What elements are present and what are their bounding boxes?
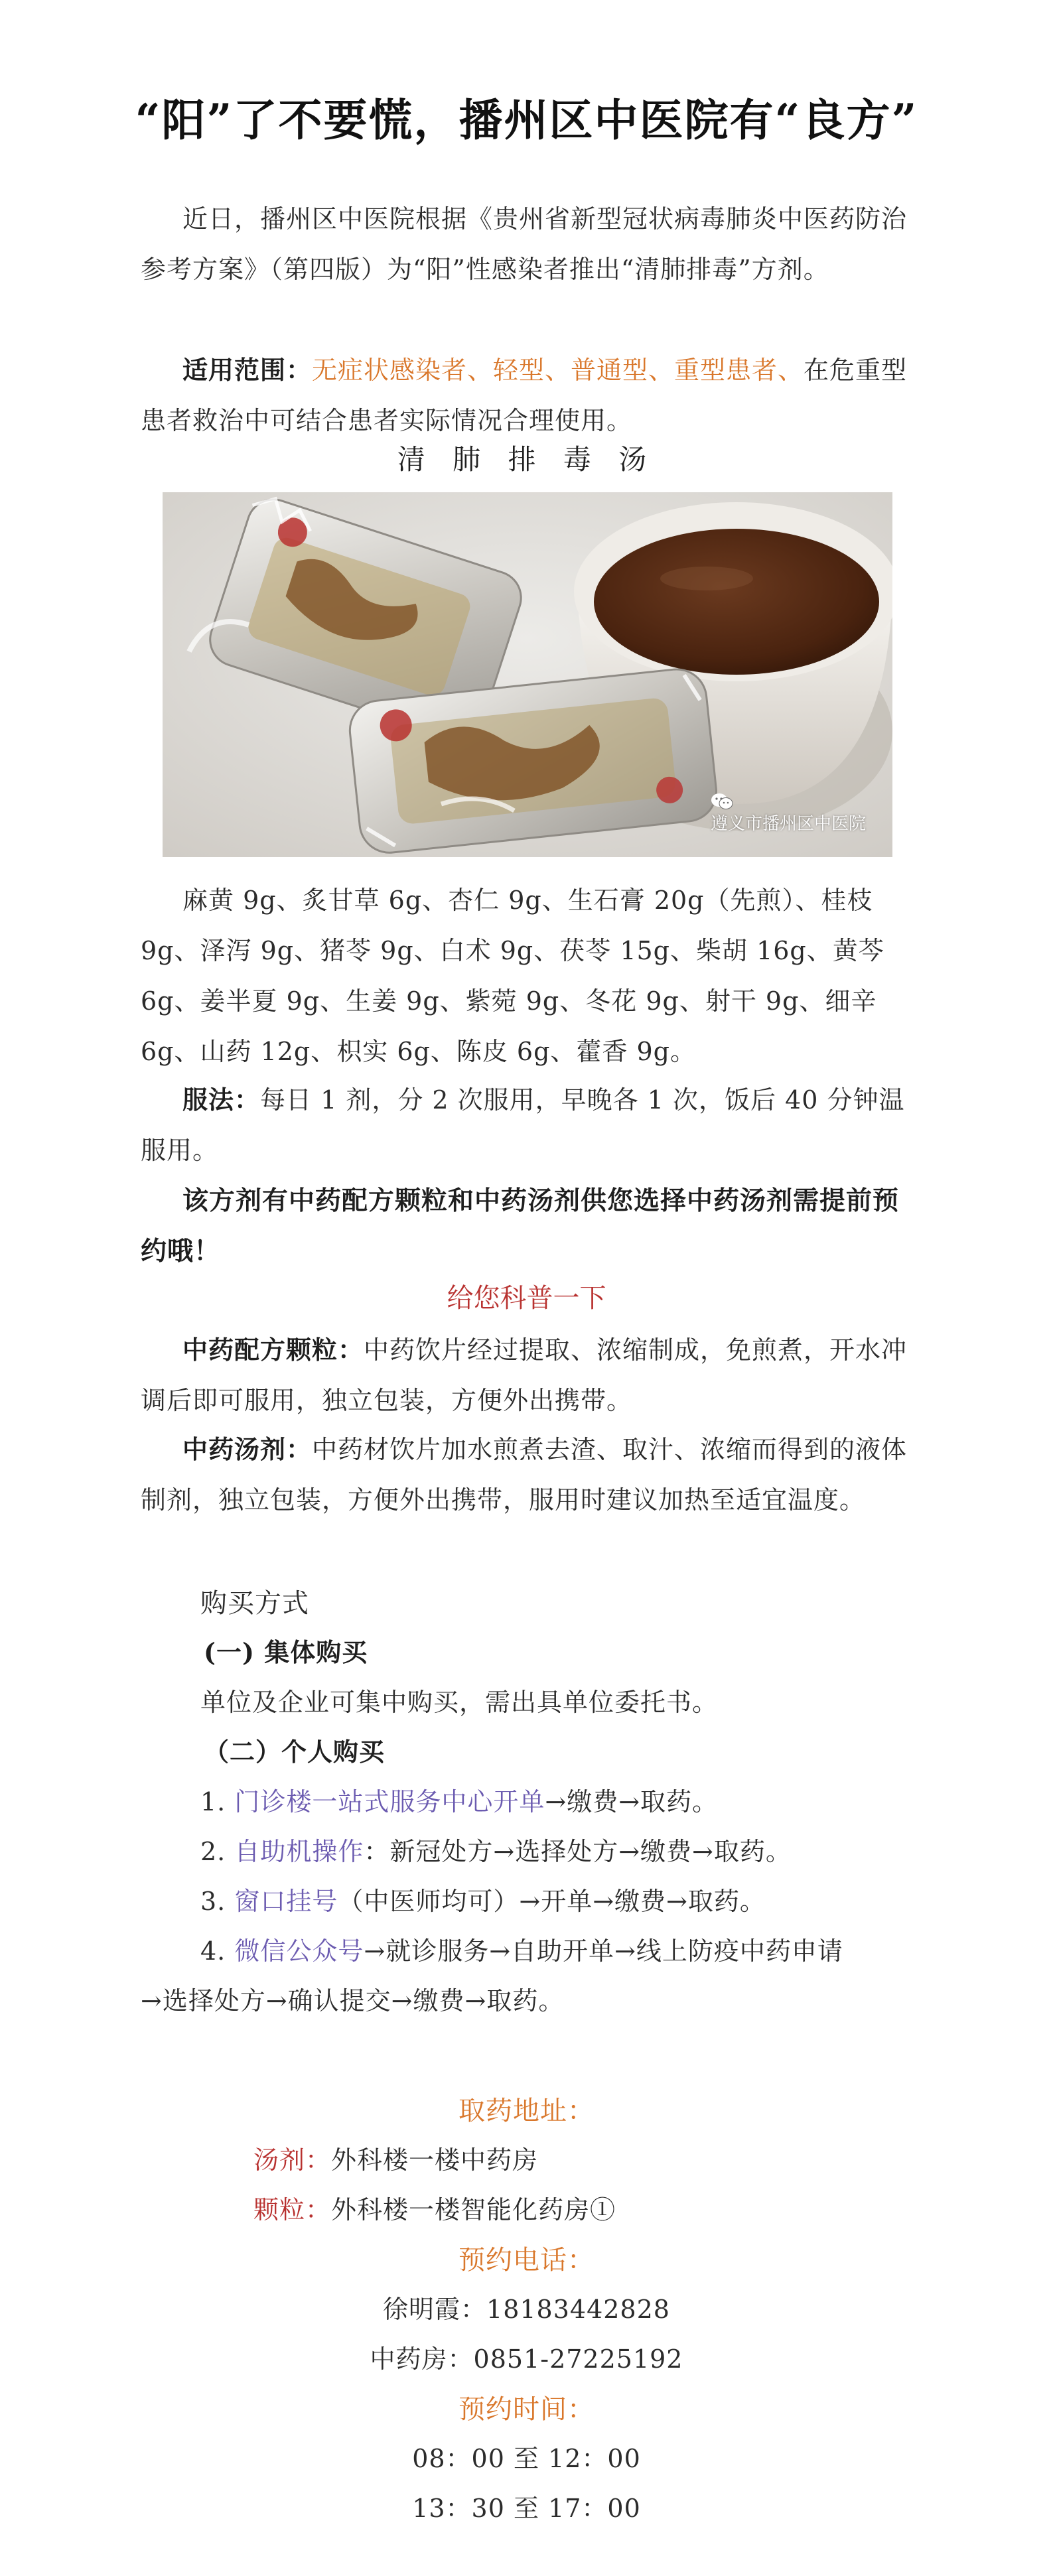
purchase-item-2	[200, 1831, 792, 1867]
phone-2: 中药房：0851-27225192	[370, 2344, 683, 2374]
time-2: 13：30 至 17：00	[412, 2494, 641, 2523]
formula-name: 清 肺 排 毒 汤	[397, 443, 656, 476]
choice-note: 该方剂有中药配方颗粒和中药汤剂供您选择中药汤剂需提前预约哦！	[141, 1186, 900, 1266]
scope-rest: 在危重型患者救治中可结合患者实际情况合理使用。	[141, 356, 908, 435]
item-number: 1.	[200, 1787, 226, 1816]
decoction-text: 中药材饮片加水煎煮去渣、取汁、浓缩而得到的液体制剂，独立包装，方便外出携带，服用时建议加热至适宜温度。	[141, 1435, 908, 1515]
purchase-item-3	[200, 1881, 766, 1917]
ingredients-paragraph: 麻黄 9g、炙甘草 6g、杏仁 9g、生石膏 20g（先煎）、桂枝 9g、泽泻 9g、猪苓 9g、白术 9g、茯苓 15g、柴胡 16g、黄芩 6g、姜半夏 9g、生姜 9g、紫菀 9g、冬花 9g、射干 9g、细辛 6g、山药 12g、枳实 6g、陈皮 6g、藿香 9g。	[141, 886, 884, 1066]
address-decoction-label: 汤剂：	[253, 2145, 332, 2175]
item-highlight: 自助机操作	[234, 1837, 364, 1866]
purchase-item-4	[200, 1931, 843, 1967]
item-number: 3.	[200, 1887, 226, 1916]
item-rest: →缴费→取药。	[545, 1787, 719, 1816]
address-decoction	[253, 2139, 538, 2176]
phone-heading: 预约电话：	[458, 2245, 595, 2275]
item-rest: ：新冠处方→选择处方→缴费→取药。	[364, 1837, 792, 1866]
purchase-item-4-continued: →选择处方→确认提交→缴费→取药。	[141, 1986, 565, 2015]
decoction-paragraph	[141, 1424, 924, 1525]
granule-paragraph	[141, 1325, 924, 1426]
item-number: 4.	[200, 1936, 226, 1966]
item-highlight: 门诊楼一站式服务中心开单	[234, 1787, 545, 1816]
scope-highlight: 无症状感染者、轻型、普通型、重型患者、	[312, 356, 804, 385]
address-granule	[253, 2189, 616, 2226]
group-purchase-text: 单位及企业可集中购买，需出具单位委托书。	[200, 1688, 719, 1717]
item-rest: →就诊服务→自助开单→线上防疫中药申请	[364, 1936, 843, 1966]
scope-paragraph	[141, 345, 924, 446]
phone-1: 徐明霞：18183442828	[383, 2295, 670, 2324]
granule-text: 中药饮片经过提取、浓缩制成，免煎煮，开水冲调后即可服用，独立包装，方便外出携带。	[141, 1335, 908, 1415]
personal-purchase-heading: （二）个人购买	[204, 1737, 386, 1767]
time-heading: 预约时间：	[458, 2394, 595, 2425]
purchase-item-1	[200, 1781, 718, 1818]
purchase-heading: 购买方式	[200, 1588, 309, 1619]
decoction-label: 中药汤剂：	[182, 1434, 313, 1464]
usage-paragraph	[141, 1075, 924, 1176]
usage-label: 服法：	[182, 1085, 261, 1115]
article-title: “阳”了不要慌，播州区中医院有“良方”	[135, 94, 918, 146]
time-1: 08：00 至 12：00	[412, 2444, 641, 2473]
item-rest: （中医师均可）→开单→缴费→取药。	[338, 1887, 766, 1916]
granule-label: 中药配方颗粒：	[182, 1335, 364, 1365]
intro-paragraph: 近日，播州区中医院根据《贵州省新型冠状病毒肺炎中医药防治参考方案》（第四版）为“阳”性感染者推出“清肺排毒”方剂。	[141, 204, 908, 284]
address-granule-label: 颗粒：	[253, 2195, 332, 2224]
address-heading: 取药地址：	[458, 2096, 595, 2126]
address-decoction-place: 外科楼一楼中药房	[331, 2145, 539, 2175]
item-number: 2.	[200, 1837, 226, 1866]
item-highlight: 窗口挂号	[234, 1887, 338, 1916]
usage-text: 每日 1 剂，分 2 次服用，早晚各 1 次，饭后 40 分钟温服用。	[141, 1085, 905, 1165]
photo-watermark	[711, 793, 866, 835]
wechat-icon	[711, 793, 733, 810]
science-heading: 给您科普一下	[447, 1283, 606, 1314]
address-granule-place: 外科楼一楼智能化药房①	[331, 2195, 616, 2224]
scope-label: 适用范围：	[182, 355, 313, 385]
group-purchase-heading: (一) 集体购买	[204, 1637, 368, 1667]
formula-photo	[163, 492, 892, 857]
watermark-text: 遵义市播州区中医院	[710, 814, 866, 834]
item-highlight: 微信公众号	[234, 1936, 364, 1966]
